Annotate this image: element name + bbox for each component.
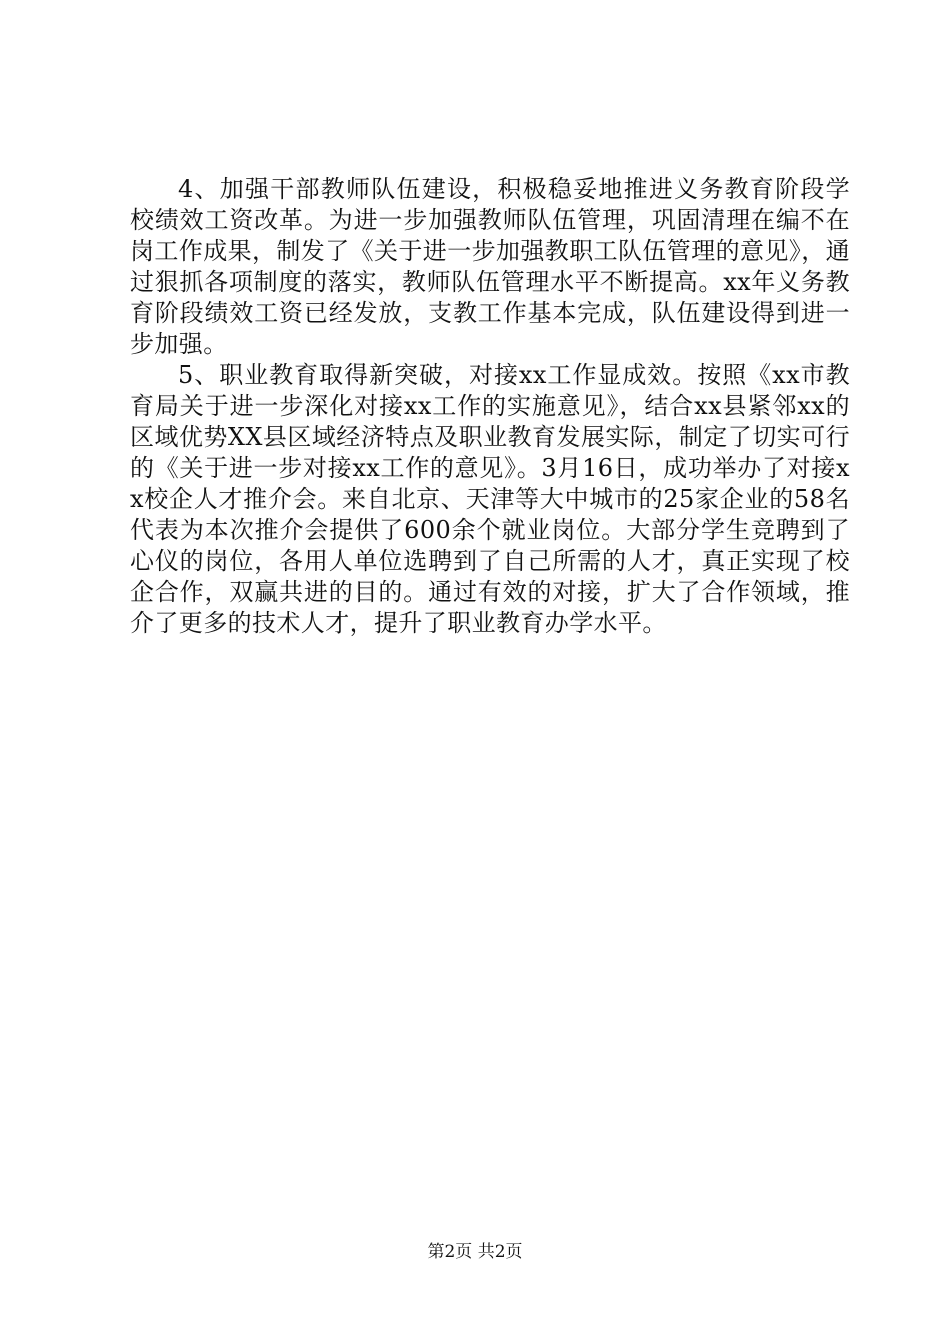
paragraph-teacher-team: 4、加强干部教师队伍建设，积极稳妥地推进义务教育阶段学校绩效工资改革。为进一步加强教师队伍管理，巩固清理在编不在岗工作成果，制发了《关于进一步加强教职工队伍管理的意见》，通过狠抓各项制度的落实，教师队伍管理水平不断提高。xx年义务教育阶段绩效工资已经发放，支教工作基本完成，队伍建设得到进一步加强。 — [130, 175, 850, 358]
document-body — [130, 174, 850, 639]
page-footer — [0, 1240, 950, 1264]
paragraph-vocational-education: 5、职业教育取得新突破，对接xx工作显成效。按照《xx市教育局关于进一步深化对接xx工作的实施意见》，结合xx县紧邻xx的区域优势XX县区域经济特点及职业教育发展实际，制定了切实可行的《关于进一步对接xx工作的意见》。3月16日，成功举办了对接xx校企人才推介会。来自北京、天津等大中城市的25家企业的58名代表为本次推介会提供了600余个就业岗位。大部分学生竞聘到了心仪的岗位，各用人单位选聘到了自己所需的人才，真正实现了校企合作，双赢共进的目的。通过有效的对接，扩大了合作领域，推介了更多的技术人才，提升了职业教育办学水平。 — [130, 361, 850, 637]
page-number-label: 第2页 共2页 — [427, 1242, 523, 1262]
